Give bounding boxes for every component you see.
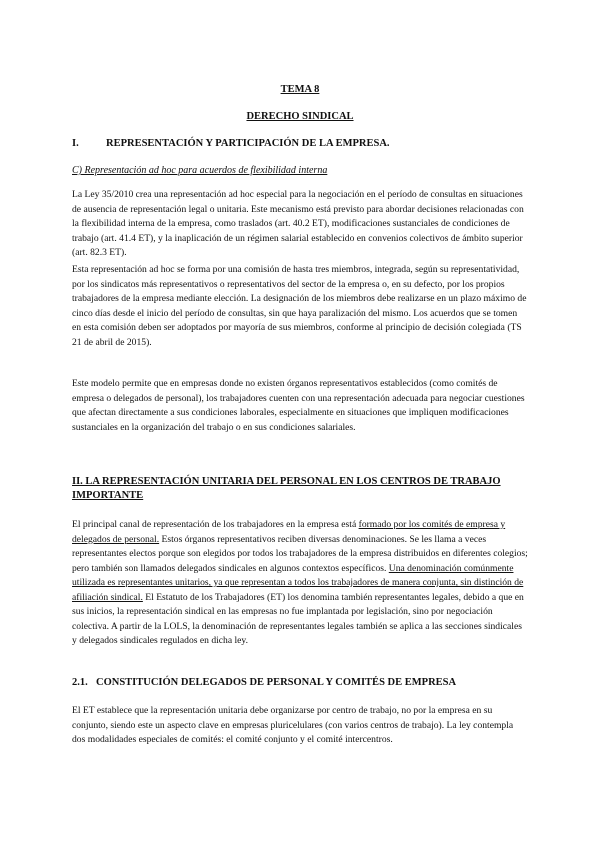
paragraph-4-underlined-d: Una denominación comúnmente utilizada es representantes unitarios, ya que representan a todos los trabajadores de manera conjunta, sin distinción de afiliación sindical. (72, 562, 524, 603)
section-1-number: I. (72, 138, 79, 149)
paragraph-4 (72, 518, 528, 649)
paragraph-4-part-c: Estos órganos representativos reciben diversas denominaciones. Se les llama a veces representantes electos porque son elegidos por todos los trabajadores de la empresa distribuidos en diferentes colegios; pero también son llamados delegados sindicales en algunos contextos específicos. (72, 533, 528, 574)
section-1-heading (72, 138, 390, 149)
tema-heading: TEMA 8 (280, 84, 320, 95)
paragraph-4-part-e: El Estatuto de los Trabajadores (ET) los denomina también representantes legales, debido a que en sus inicios, la representación sindical en las empresas no fue implantada por legislación, sino por negociación colectiva. A partir de la LOLS, la denominación de representantes legales también se aplica a las secciones sindicales y delegados sindicales regulados en dicha ley. (72, 591, 524, 646)
section-2-1-number: 2.1. (72, 677, 88, 688)
section-2-title: II. LA REPRESENTACIÓN UNITARIA DEL PERSONAL EN LOS CENTROS DE TRABAJO IMPORTANTE (72, 476, 501, 501)
subject-heading: DERECHO SINDICAL (246, 111, 354, 122)
section-2-1-heading (72, 677, 456, 688)
paragraph-3: Este modelo permite que en empresas donde no existen órganos representativos establecidos (como comités de empresa o delegados de personal), los trabajadores cuenten con una representación adecuada para negociar cuestiones que afectan directamente a sus condiciones laborales, especialmente en situaciones que impliquen modificaciones sustanciales en la organización del trabajo o en sus condiciones salariales. (72, 378, 525, 433)
paragraph-4-part-a: El principal canal de representación de los trabajadores en la empresa está (72, 519, 359, 530)
section-1-title: REPRESENTACIÓN Y PARTICIPACIÓN DE LA EMPRESA. (106, 138, 390, 149)
subsection-c-title: C) Representación ad hoc para acuerdos de flexibilidad interna (72, 165, 328, 176)
paragraph-2: Esta representación ad hoc se forma por una comisión de hasta tres miembros, integrada, según su representatividad, por los sindicatos más representativos o representativos del sector de la empresa o, en su defecto, por los propios trabajadores de la empresa mediante elección. La designación de los miembros debe realizarse en un plazo máximo de cinco días desde el inicio del período de consultas, sin que haya paralización del mismo. Los acuerdos que se tomen en esta comisión deben ser adoptados por mayoría de sus miembros, conforme al principio de decisión colegiada (TS 21 de abril de 2015). (72, 264, 527, 348)
section-2-heading (72, 475, 528, 503)
paragraph-1: La Ley 35/2010 crea una representación ad hoc especial para la negociación en el período de consultas en situaciones de ausencia de representación legal o unitaria. Este mecanismo está previsto para abordar decisiones relacionadas con la flexibilidad interna de la empresa, como traslados (art. 40.2 ET), modificaciones sustanciales de condiciones de trabajo (art. 41.4 ET), y la inaplicación de un régimen salarial establecido en convenios colectivos de ámbito superior (art. 82.3 ET). (72, 189, 524, 258)
paragraph-4-underlined-b: formado por los comités de empresa y delegados de personal. (72, 519, 506, 545)
section-2-1-title: CONSTITUCIÓN DELEGADOS DE PERSONAL Y COMITÉS DE EMPRESA (96, 677, 457, 688)
paragraph-5: El ET establece que la representación unitaria debe organizarse por centro de trabajo, no por la empresa en su conjunto, siendo este un aspecto clave en empresas pluricelulares (con varios centros de trabajo). La ley contempla dos modalidades especiales de comités: el comité conjunto y el comité intercentros. (72, 705, 514, 745)
